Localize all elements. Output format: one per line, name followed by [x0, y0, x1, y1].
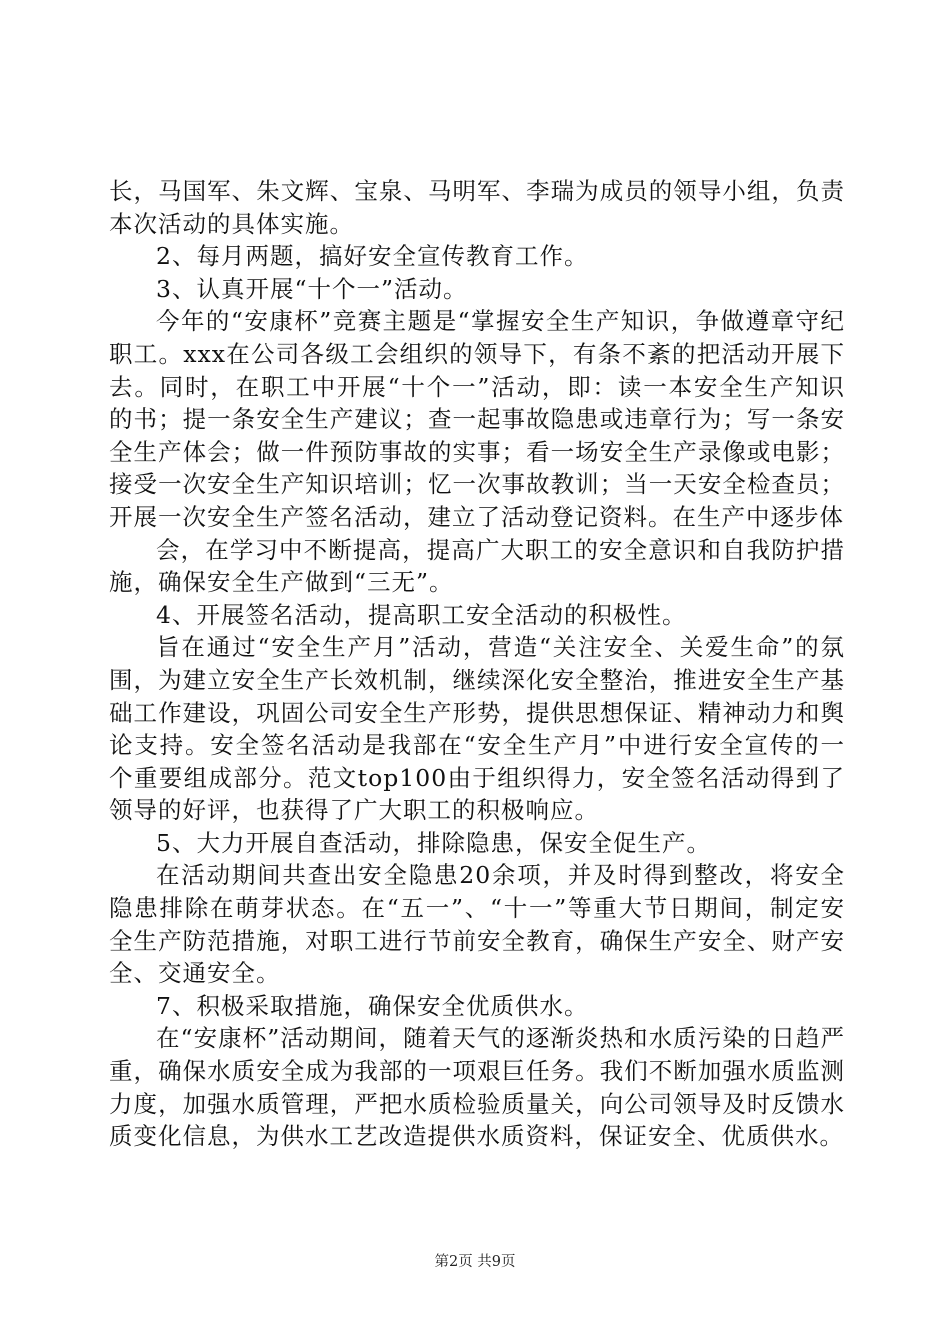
paragraph-6: 4、开展签名活动，提高职工安全活动的积极性。	[156, 600, 687, 629]
paragraph-1: 长，马国军、朱文辉、宝泉、马明军、李瑞为成员的领导小组，负责本次活动的具体实施。	[109, 177, 845, 238]
document-body	[109, 175, 845, 1153]
page-footer	[0, 1250, 950, 1271]
paragraph-10: 7、积极采取措施，确保安全优质供水。	[156, 991, 589, 1020]
paragraph-8: 5、大力开展自查活动，排除隐患，保安全促生产。	[156, 828, 711, 857]
paragraph-7: 旨在通过“安全生产月”活动，营造“关注安全、关爱生命”的氛围，为建立安全生产长效机制，继续深化安全整治，推进安全生产基础工作建设，巩固公司安全生产形势，提供思想保证、精神动力和舆论支持。安全签名活动是我部在“安全生产月”中进行安全宣传的一个重要组成部分。范文top100由于组织得力，安全签名活动得到了领导的好评，也获得了广大职工的积极响应。	[109, 633, 845, 825]
paragraph-2: 2、每月两题，搞好安全宣传教育工作。	[156, 242, 589, 271]
paragraph-9: 在活动期间共查出安全隐患20余项，并及时得到整改，将安全隐患排除在萌芽状态。在“五一”、“十一”等重大节日期间，制定安全生产防范措施，对职工进行节前安全教育，确保生产安全、财产安全、交通安全。	[109, 861, 845, 988]
page-number-label: 第2页 共9页	[434, 1254, 516, 1270]
paragraph-4: 今年的“安康杯”竞赛主题是“掌握安全生产知识，争做遵章守纪职工。xxx在公司各级工会组织的领导下，有条不紊的把活动开展下去。同时，在职工中开展“十个一”活动，即：读一本安全生产知识的书；提一条安全生产建议；查一起事故隐患或违章行为；写一条安全生产体会；做一件预防事故的实事；看一场安全生产录像或电影；接受一次安全生产知识培训；忆一次事故教训；当一天安全检查员；开展一次安全生产签名活动，建立了活动登记资料。在生产中逐步体	[109, 307, 845, 531]
paragraph-11: 在“安康杯”活动期间，随着天气的逐渐炎热和水质污染的日趋严重，确保水质安全成为我部的一项艰巨任务。我们不断加强水质监测力度，加强水质管理，严把水质检验质量关，向公司领导及时反馈水质变化信息，为供水工艺改造提供水质资料，保证安全、优质供水。	[109, 1024, 845, 1151]
paragraph-3: 3、认真开展“十个一”活动。	[156, 274, 468, 303]
paragraph-5: 会，在学习中不断提高，提高广大职工的安全意识和自我防护措施，确保安全生产做到“三无”。	[109, 535, 845, 597]
